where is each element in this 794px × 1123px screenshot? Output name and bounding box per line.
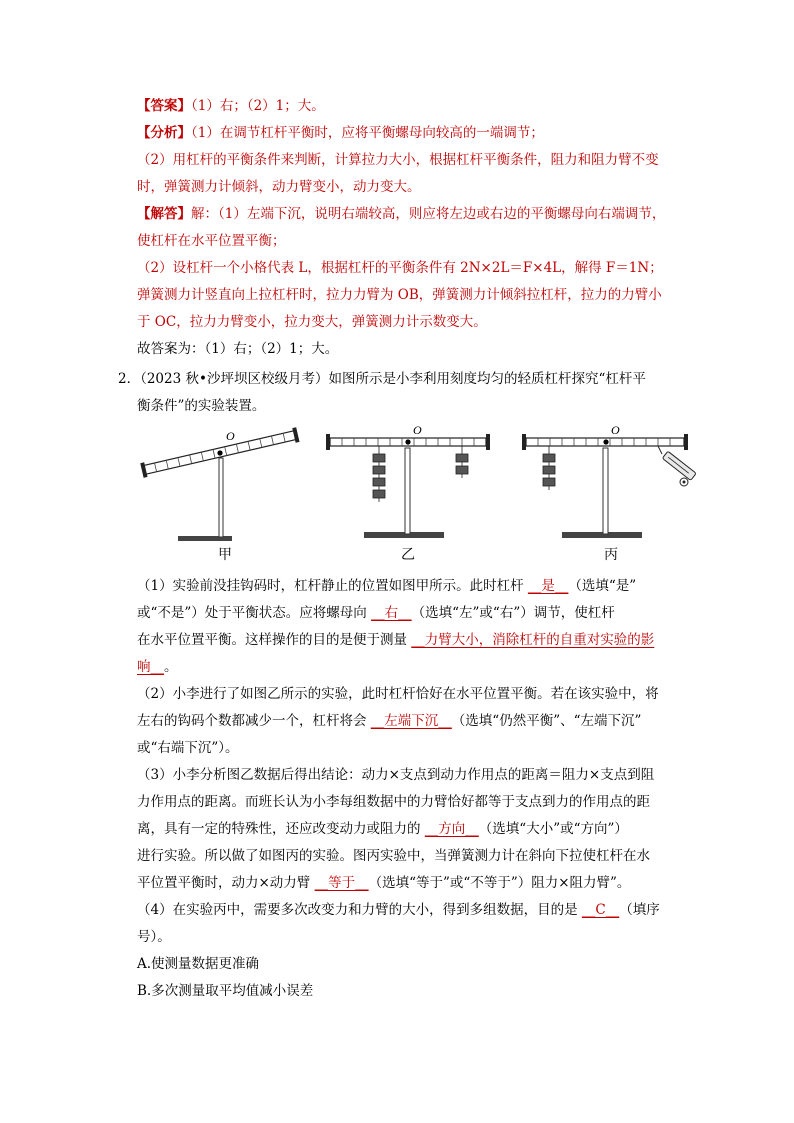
q1-answer-blank: __力臂大小，消除杠杆的自重对实验的影 bbox=[411, 632, 655, 648]
spring-scale bbox=[658, 446, 696, 486]
pivot-label: O bbox=[413, 423, 422, 437]
answer-tag: 【答案】 bbox=[137, 98, 191, 114]
caption-bing: 丙 bbox=[604, 547, 618, 563]
answer-text: （1）右；（2）1；大。 bbox=[191, 98, 325, 114]
q3-line-1: （3）小李分析图乙数据后得出结论：动力×支点到动力作用点的距离＝阻力×支点到阻 bbox=[137, 767, 655, 783]
q4-line-2: 号）。 bbox=[137, 929, 171, 945]
q3-text: 平位置平衡时，动力×动力臂 bbox=[137, 875, 315, 891]
analysis-line-1 bbox=[137, 124, 544, 142]
option-a: A.使测量数据更准确 bbox=[137, 956, 260, 972]
q4-text: （填序 bbox=[619, 902, 660, 918]
question-stem: 如图所示是小李利用刻度均匀的轻质杠杆探究“杠杆平 bbox=[328, 371, 646, 387]
solution-line-5: 于 OC，拉力力臂变小，拉力变大，弹簧测力计示数变大。 bbox=[137, 314, 487, 330]
q1-line-1 bbox=[137, 577, 636, 595]
question-stem-line-1 bbox=[118, 370, 646, 388]
q1-answer-blank: __右__ bbox=[371, 605, 412, 621]
q2-line-2 bbox=[137, 712, 641, 730]
question-number: 2． bbox=[118, 371, 141, 387]
pivot-label: O bbox=[611, 423, 620, 437]
pivot-label: O bbox=[226, 429, 235, 443]
q2-text: （选填“仍然平衡”、“左端下沉” bbox=[451, 713, 642, 729]
q3-line-5 bbox=[137, 874, 630, 892]
q1-text: （选填“左”或“右”）调节，使杠杆 bbox=[411, 605, 615, 621]
stand-pole bbox=[219, 458, 223, 537]
analysis-text: （1）在调节杠杆平衡时，应将平衡螺母向较高的一端调节； bbox=[191, 125, 544, 141]
q3-line-4: 进行实验。所以做了如图丙的实验。图丙实验中，当弹簧测力计在斜向下拉使杠杆在水 bbox=[137, 848, 650, 864]
pivot-dot bbox=[603, 439, 608, 444]
q1-line-3 bbox=[137, 631, 654, 649]
q3-text: 离，具有一定的特殊性，还应改变动力或阻力的 bbox=[137, 821, 425, 837]
q3-text: （选填“大小”或“方向”） bbox=[478, 821, 628, 837]
answer-line bbox=[137, 97, 325, 115]
q1-line-4 bbox=[137, 658, 178, 676]
q1-answer-blank-cont: 响__ bbox=[137, 659, 164, 675]
solution-text: 解：（1）左端下沉，说明右端较高，则应将左边或右边的平衡螺母向右端调节， bbox=[191, 206, 666, 222]
caption-yi: 乙 bbox=[401, 547, 415, 563]
question-source: （2023 秋•沙坪坝区校级月考） bbox=[140, 371, 329, 387]
q1-text: （选填“是” bbox=[568, 578, 637, 594]
figure-jia bbox=[140, 420, 310, 544]
pivot-dot bbox=[217, 450, 222, 455]
figure-bing bbox=[518, 420, 698, 544]
q1-text: 在水平位置平衡。这样操作的目的是便于测量 bbox=[137, 632, 412, 648]
analysis-line-2: （2）用杠杆的平衡条件来判断，计算拉力大小，根据杠杆平衡条件，阻力和阻力臂不变 bbox=[137, 152, 659, 168]
q3-answer-blank: __方向__ bbox=[424, 821, 479, 837]
stand-base bbox=[562, 532, 642, 538]
q1-line-2 bbox=[137, 604, 615, 622]
q3-line-2: 力作用点的距离。而班长认为小李每组数据中的力臂恰好都等于支点到力的作用点的距 bbox=[137, 794, 650, 810]
solution-line-3: （2）设杠杆一个小格代表 L，根据杠杆的平衡条件有 2N×2L＝F×4L，解得 F＝1N； bbox=[137, 260, 663, 276]
q2-answer-blank: __左端下沉__ bbox=[370, 713, 452, 729]
solution-tag: 【解答】 bbox=[137, 206, 191, 222]
q1-text: （1）实验前没挂钩码时，杠杆静止的位置如图甲所示。此时杠杆 bbox=[137, 578, 528, 594]
right-weights bbox=[456, 446, 468, 478]
solution-line-4: 弹簧测力计竖直向上拉杠杆时，拉力力臂为 OB，弹簧测力计倾斜拉杠杆，拉力的力臂小 bbox=[137, 287, 662, 303]
final-answer-line: 故答案为：（1）右；（2）1；大。 bbox=[137, 341, 339, 357]
stand-pole bbox=[603, 448, 608, 534]
q4-line-1 bbox=[137, 901, 660, 919]
q2-line-1: （2）小李进行了如图乙所示的实验，此时杠杆恰好在水平位置平衡。若在该实验中，将 bbox=[137, 686, 659, 702]
question-stem-line-2: 衡条件”的实验装置。 bbox=[137, 398, 266, 414]
analysis-tag: 【分析】 bbox=[137, 125, 191, 141]
solution-line-2: 使杠杆在水平位置平衡； bbox=[137, 233, 286, 249]
figure-yi bbox=[320, 420, 500, 544]
q2-text: 左右的钩码个数都减少一个，杠杆将会 bbox=[137, 713, 371, 729]
stand-pole bbox=[405, 448, 410, 534]
q3-answer-blank: __等于__ bbox=[314, 875, 369, 891]
q2-line-3: 或“右端下沉”）。 bbox=[137, 740, 239, 756]
left-weights bbox=[543, 446, 555, 490]
q3-text: （选填“等于”或“不等于”）阻力×阻力臂”。 bbox=[368, 875, 631, 891]
option-b: B.多次测量取平均值减小误差 bbox=[137, 983, 314, 999]
analysis-line-3: 时，弹簧测力计倾斜，动力臂变小，动力变大。 bbox=[137, 179, 421, 195]
caption-jia: 甲 bbox=[218, 547, 232, 563]
q1-answer-blank: __是__ bbox=[527, 578, 569, 594]
solution-line-1 bbox=[137, 205, 665, 223]
q1-text: 。 bbox=[164, 659, 178, 675]
q4-text: （4）在实验丙中，需要多次改变力和力臂的大小，得到多组数据，目的是 bbox=[137, 902, 582, 918]
stand-base bbox=[364, 532, 444, 538]
q1-text: 或“不是”）处于平衡状态。应将螺母向 bbox=[137, 605, 372, 621]
q4-answer-blank: __C__ bbox=[581, 902, 620, 918]
stand-base bbox=[178, 536, 232, 541]
pivot-dot bbox=[405, 439, 410, 444]
left-weights bbox=[373, 446, 385, 502]
q3-line-3 bbox=[137, 820, 628, 838]
